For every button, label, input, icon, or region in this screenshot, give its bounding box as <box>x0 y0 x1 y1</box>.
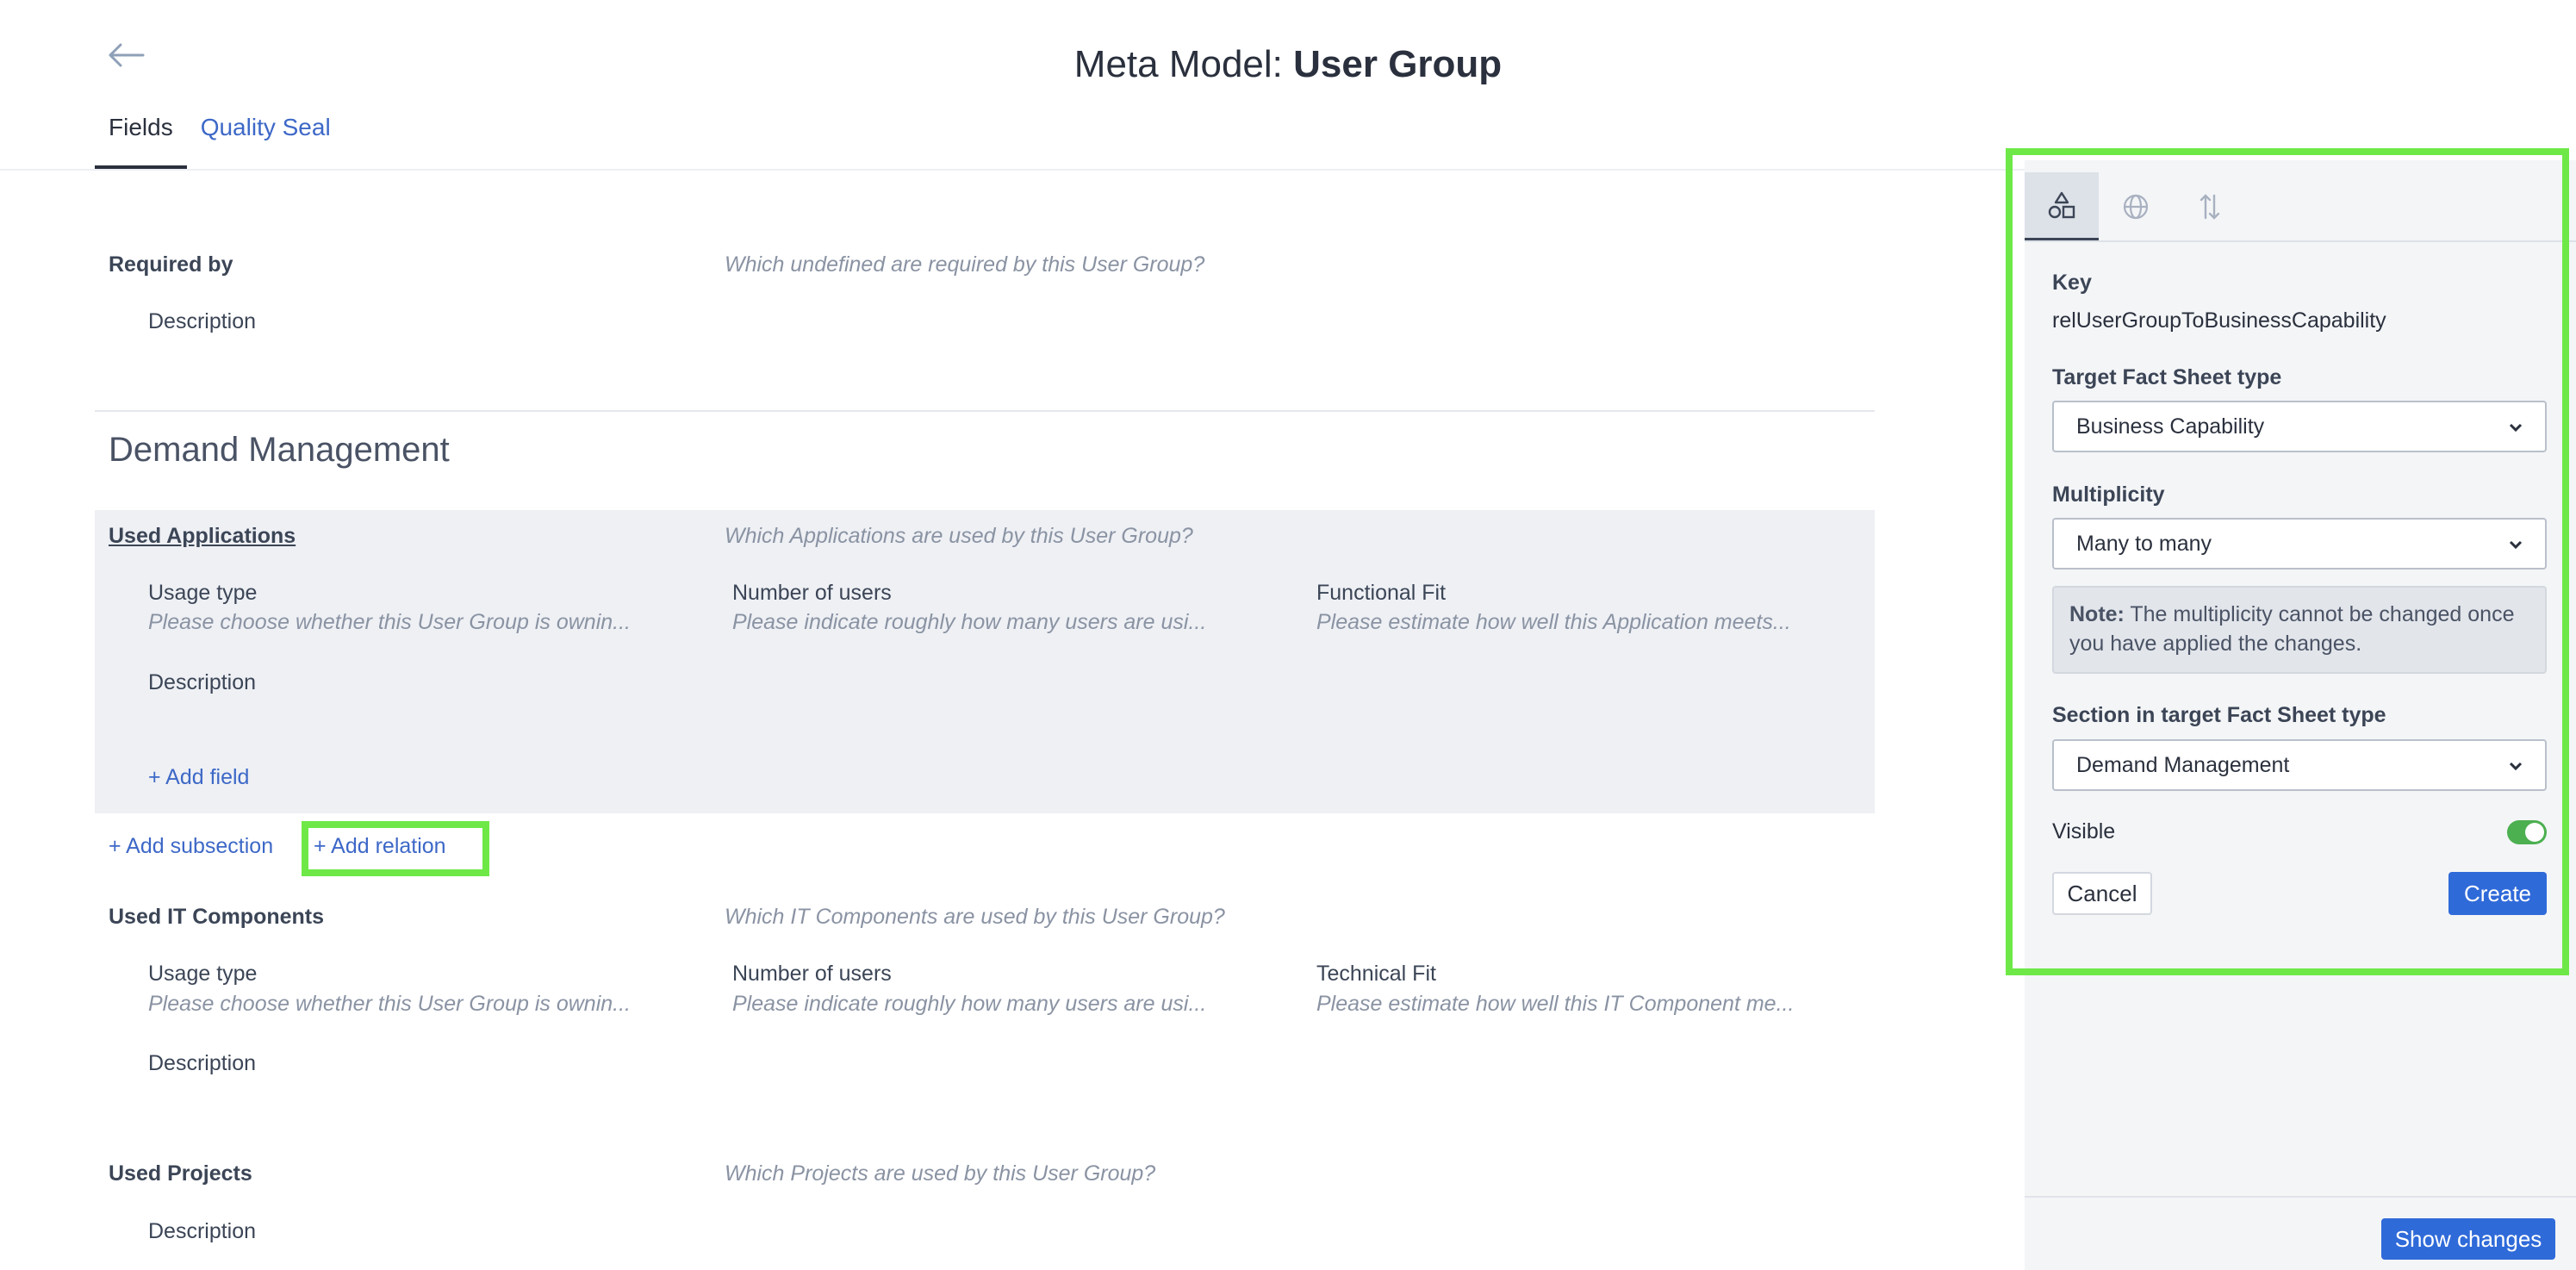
create-button[interactable]: Create <box>2448 872 2547 915</box>
field-number-of-users-label: Number of users <box>732 581 892 605</box>
it-technical-fit-hint: Please estimate how well this IT Component me... <box>1316 992 1795 1016</box>
used-projects-description: Description <box>148 1219 257 1243</box>
note-bold: Note: <box>2069 602 2125 626</box>
target-fact-sheet-type-label: Target Fact Sheet type <box>2052 365 2282 389</box>
field-usage-type-label: Usage type <box>148 581 258 605</box>
it-number-of-users-label: Number of users <box>732 962 892 986</box>
panel-highlight <box>2006 148 2569 975</box>
page-title-name: User Group <box>1293 43 1503 85</box>
tab-bar <box>95 110 345 169</box>
it-usage-type-label: Usage type <box>148 962 258 986</box>
show-changes-button[interactable]: Show changes <box>2381 1218 2555 1260</box>
key-label: Key <box>2052 271 2092 295</box>
it-usage-type-hint: Please choose whether this User Group is ownin... <box>148 992 631 1016</box>
it-number-of-users-hint: Please indicate roughly how many users are usi... <box>732 992 1207 1016</box>
used-it-components-title[interactable]: Used IT Components <box>109 905 325 929</box>
add-relation-button[interactable]: + Add relation <box>314 834 446 858</box>
target-fact-sheet-type-value: Business Capability <box>2076 414 2265 439</box>
used-applications-subsection <box>95 510 1875 813</box>
it-technical-fit-label: Technical Fit <box>1316 962 1436 986</box>
required-by-title: Required by <box>109 252 233 277</box>
page-title <box>0 43 2576 86</box>
header-divider <box>0 169 2025 171</box>
field-usage-type-hint: Please choose whether this User Group is ownin... <box>148 610 631 634</box>
multiplicity-value: Many to many <box>2076 531 2212 556</box>
used-projects-hint: Which Projects are used by this User Group? <box>725 1161 1156 1186</box>
used-it-components-description: Description <box>148 1051 257 1075</box>
note-text: The multiplicity cannot be changed once you have applied the changes. <box>2069 602 2515 656</box>
required-by-description: Description <box>148 309 257 333</box>
used-it-components-hint: Which IT Components are used by this User Group? <box>725 905 1225 929</box>
used-applications-description: Description <box>148 670 257 694</box>
tab-quality-seal[interactable]: Quality Seal <box>200 114 331 140</box>
tab-fields[interactable]: Fields <box>95 110 187 169</box>
cancel-button[interactable]: Cancel <box>2052 872 2152 915</box>
section-divider <box>95 410 1875 412</box>
field-number-of-users-hint: Please indicate roughly how many users are usi... <box>732 610 1207 634</box>
add-subsection-button[interactable]: + Add subsection <box>109 834 274 858</box>
used-projects-title[interactable]: Used Projects <box>109 1161 252 1186</box>
used-applications-hint: Which Applications are used by this User Group? <box>725 524 1193 548</box>
section-in-target-value: Demand Management <box>2076 752 2290 777</box>
multiplicity-label: Multiplicity <box>2052 482 2165 507</box>
panel-footer-divider <box>2025 1196 2576 1198</box>
key-value: relUserGroupToBusinessCapability <box>2052 308 2386 333</box>
required-by-hint: Which undefined are required by this User Group? <box>725 252 1205 277</box>
visible-label: Visible <box>2052 819 2116 844</box>
used-applications-title[interactable]: Used Applications <box>109 524 296 548</box>
page-title-prefix: Meta Model: <box>1073 43 1294 85</box>
add-field-button[interactable]: + Add field <box>148 765 250 789</box>
field-functional-fit-hint: Please estimate how well this Application meets... <box>1316 610 1791 634</box>
section-title: Demand Management <box>109 431 450 469</box>
field-functional-fit-label: Functional Fit <box>1316 581 1447 605</box>
section-in-target-label: Section in target Fact Sheet type <box>2052 703 2386 727</box>
